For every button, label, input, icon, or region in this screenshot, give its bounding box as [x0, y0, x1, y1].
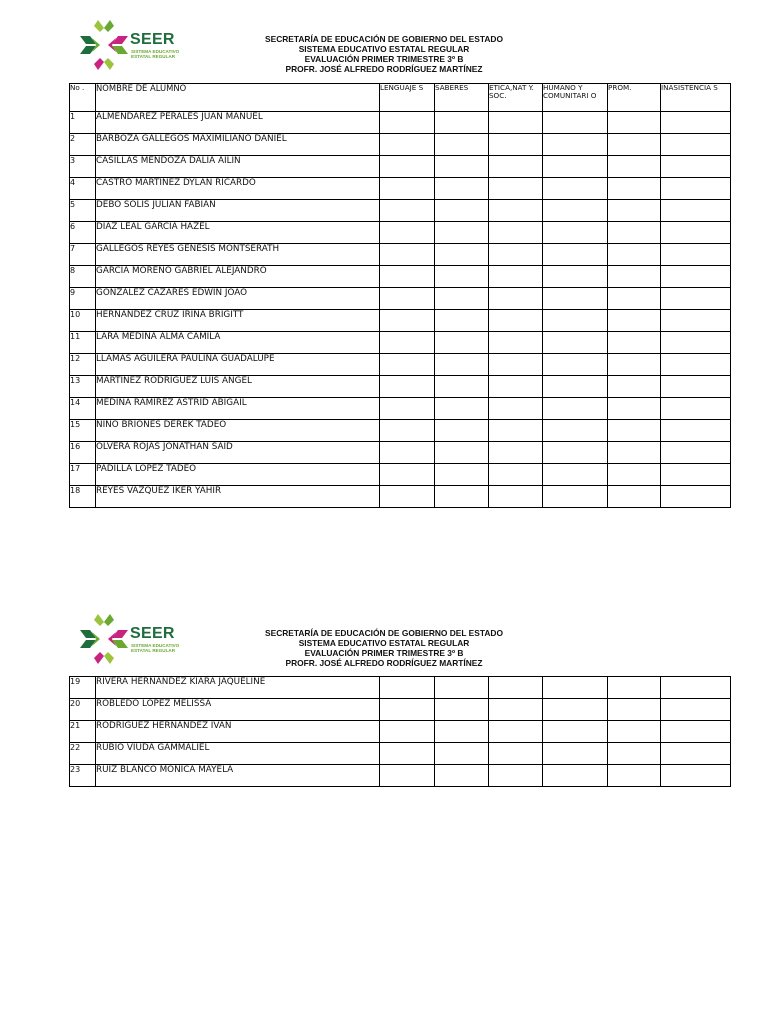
grade-cell-prom[interactable] — [608, 244, 661, 266]
student-number: 17 — [70, 464, 96, 486]
grade-cell-prom[interactable] — [608, 721, 661, 743]
grade-cell-humano[interactable] — [543, 677, 608, 699]
student-number: 11 — [70, 332, 96, 354]
grade-cell-inasistencias[interactable] — [661, 442, 731, 464]
student-name: CASILLAS MENDOZA DALIA AILIN — [96, 156, 380, 178]
grade-cell-saberes[interactable] — [435, 486, 489, 508]
student-number: 20 — [70, 699, 96, 721]
grade-cell-saberes[interactable] — [435, 288, 489, 310]
grade-cell-inasistencias[interactable] — [661, 200, 731, 222]
grade-cell-inasistencias[interactable] — [661, 398, 731, 420]
student-number: 15 — [70, 420, 96, 442]
grade-cell-etica[interactable] — [489, 721, 543, 743]
grade-cell-lenguajes[interactable] — [380, 332, 435, 354]
table-row — [70, 332, 731, 354]
grade-cell-humano[interactable] — [543, 354, 608, 376]
grade-cell-etica[interactable] — [489, 376, 543, 398]
student-number: 5 — [70, 200, 96, 222]
grade-cell-etica[interactable] — [489, 222, 543, 244]
grade-cell-prom[interactable] — [608, 442, 661, 464]
grade-cell-saberes[interactable] — [435, 134, 489, 156]
student-name: RUBIO VIUDA GAMMALIEL — [96, 743, 380, 765]
grade-cell-inasistencias[interactable] — [661, 486, 731, 508]
grade-cell-lenguajes[interactable] — [380, 266, 435, 288]
grade-cell-lenguajes[interactable] — [380, 244, 435, 266]
grade-cell-humano[interactable] — [543, 464, 608, 486]
grade-cell-etica[interactable] — [489, 765, 543, 787]
grade-cell-lenguajes[interactable] — [380, 200, 435, 222]
grade-cell-prom[interactable] — [608, 743, 661, 765]
grade-cell-saberes[interactable] — [435, 156, 489, 178]
grade-cell-inasistencias[interactable] — [661, 288, 731, 310]
grade-cell-lenguajes[interactable] — [380, 743, 435, 765]
grade-cell-inasistencias[interactable] — [661, 134, 731, 156]
grade-cell-saberes[interactable] — [435, 354, 489, 376]
grade-cell-saberes[interactable] — [435, 244, 489, 266]
table-row — [70, 376, 731, 398]
grade-cell-humano[interactable] — [543, 332, 608, 354]
grade-cell-humano[interactable] — [543, 244, 608, 266]
table-row — [70, 112, 731, 134]
grade-cell-etica[interactable] — [489, 464, 543, 486]
table-row — [70, 765, 731, 787]
seer-logo — [78, 18, 190, 72]
grade-cell-lenguajes[interactable] — [380, 699, 435, 721]
grade-cell-humano[interactable] — [543, 486, 608, 508]
grade-cell-humano[interactable] — [543, 112, 608, 134]
grade-cell-inasistencias[interactable] — [661, 112, 731, 134]
grade-cell-inasistencias[interactable] — [661, 699, 731, 721]
student-name: CASTRO MARTINEZ DYLAN RICARDO — [96, 178, 380, 200]
student-name: RODRIGUEZ HERNANDEZ IVAN — [96, 721, 380, 743]
grade-cell-prom[interactable] — [608, 677, 661, 699]
grade-cell-etica[interactable] — [489, 354, 543, 376]
logo-subtitle — [131, 49, 191, 60]
header-line-secretaria: SECRETARÍA DE EDUCACIÓN DE GOBIERNO DEL ESTADO — [265, 628, 503, 638]
table-row — [70, 420, 731, 442]
grade-cell-humano[interactable] — [543, 743, 608, 765]
table-row — [70, 288, 731, 310]
student-number: 9 — [70, 288, 96, 310]
grade-cell-humano[interactable] — [543, 376, 608, 398]
col-header-saberes: SABERES — [435, 84, 489, 112]
grade-cell-inasistencias[interactable] — [661, 677, 731, 699]
grade-cell-etica[interactable] — [489, 200, 543, 222]
grade-cell-saberes[interactable] — [435, 200, 489, 222]
logo-title: SEER — [130, 625, 175, 642]
grade-cell-inasistencias[interactable] — [661, 721, 731, 743]
grade-cell-inasistencias[interactable] — [661, 156, 731, 178]
student-name: HERNANDEZ CRUZ IRINA BRIGITT — [96, 310, 380, 332]
grade-cell-humano[interactable] — [543, 200, 608, 222]
student-name: LLAMAS AGUILERA PAULINA GUADALUPE — [96, 354, 380, 376]
student-name: PADILLA LOPEZ TADEO — [96, 464, 380, 486]
student-name: GALLEGOS REYES GENESIS MONTSERATH — [96, 244, 380, 266]
grade-cell-etica[interactable] — [489, 743, 543, 765]
grade-cell-lenguajes[interactable] — [380, 677, 435, 699]
header-line-evaluacion: EVALUACIÓN PRIMER TRIMESTRE 3º B — [304, 54, 464, 64]
table-row — [70, 743, 731, 765]
grade-cell-humano[interactable] — [543, 699, 608, 721]
grade-cell-prom[interactable] — [608, 266, 661, 288]
grade-cell-etica[interactable] — [489, 178, 543, 200]
table-row — [70, 266, 731, 288]
grade-cell-lenguajes[interactable] — [380, 112, 435, 134]
grade-cell-inasistencias[interactable] — [661, 222, 731, 244]
grade-cell-etica[interactable] — [489, 310, 543, 332]
grade-cell-saberes[interactable] — [435, 721, 489, 743]
grade-cell-prom[interactable] — [608, 178, 661, 200]
student-number: 2 — [70, 134, 96, 156]
grade-cell-lenguajes[interactable] — [380, 376, 435, 398]
col-header-prom: PROM. — [608, 84, 661, 112]
logo-subtitle-line1: SISTEMA EDUCATIVO — [131, 49, 180, 54]
student-name: REYES VAZQUEZ IKER YAHIR — [96, 486, 380, 508]
student-name: OLVERA ROJAS JONATHAN SAID — [96, 442, 380, 464]
grade-cell-prom[interactable] — [608, 156, 661, 178]
grade-cell-saberes[interactable] — [435, 677, 489, 699]
header-line-secretaria: SECRETARÍA DE EDUCACIÓN DE GOBIERNO DEL ESTADO — [265, 34, 503, 44]
grade-cell-prom[interactable] — [608, 200, 661, 222]
student-name: LARA MEDINA ALMA CAMILA — [96, 332, 380, 354]
logo-title: SEER — [130, 31, 175, 48]
grade-cell-etica[interactable] — [489, 699, 543, 721]
grade-cell-prom[interactable] — [608, 699, 661, 721]
grade-cell-etica[interactable] — [489, 420, 543, 442]
table-row — [70, 464, 731, 486]
table-row — [70, 310, 731, 332]
table-row — [70, 222, 731, 244]
logo-subtitle — [131, 643, 191, 654]
grade-cell-saberes[interactable] — [435, 266, 489, 288]
student-number: 14 — [70, 398, 96, 420]
grade-cell-humano[interactable] — [543, 765, 608, 787]
grade-cell-etica[interactable] — [489, 266, 543, 288]
student-number: 16 — [70, 442, 96, 464]
table-row — [70, 200, 731, 222]
table-row — [70, 244, 731, 266]
table-row — [70, 486, 731, 508]
grade-cell-lenguajes[interactable] — [380, 222, 435, 244]
grade-cell-etica[interactable] — [489, 442, 543, 464]
seer-logo — [78, 612, 190, 666]
grade-cell-humano[interactable] — [543, 222, 608, 244]
grade-cell-inasistencias[interactable] — [661, 266, 731, 288]
grades-table-2 — [69, 676, 731, 787]
student-number: 4 — [70, 178, 96, 200]
student-number: 22 — [70, 743, 96, 765]
table-body-2 — [70, 677, 731, 787]
grade-cell-inasistencias[interactable] — [661, 464, 731, 486]
grade-cell-saberes[interactable] — [435, 332, 489, 354]
grade-cell-prom[interactable] — [608, 398, 661, 420]
grade-cell-saberes[interactable] — [435, 222, 489, 244]
grade-cell-etica[interactable] — [489, 244, 543, 266]
grade-cell-etica[interactable] — [489, 398, 543, 420]
table-row — [70, 134, 731, 156]
grade-cell-etica[interactable] — [489, 134, 543, 156]
seer-emblem-icon — [78, 18, 130, 72]
grade-cell-lenguajes[interactable] — [380, 288, 435, 310]
student-name: BARBOZA GALLEGOS MAXIMILIANO DANIEL — [96, 134, 380, 156]
grade-cell-saberes[interactable] — [435, 112, 489, 134]
table-row — [70, 398, 731, 420]
grade-cell-inasistencias[interactable] — [661, 332, 731, 354]
col-header-lenguajes: LENGUAJE S — [380, 84, 435, 112]
grade-cell-inasistencias[interactable] — [661, 420, 731, 442]
col-header-humano: HUMANO Y COMUNITARI O — [543, 84, 608, 112]
grade-cell-lenguajes[interactable] — [380, 464, 435, 486]
header-line-profesor: PROFR. JOSÉ ALFREDO RODRÍGUEZ MARTÍNEZ — [285, 64, 483, 74]
grade-cell-prom[interactable] — [608, 354, 661, 376]
student-name: NIÑO BRIONES DEREK TADEO — [96, 420, 380, 442]
grade-cell-lenguajes[interactable] — [380, 721, 435, 743]
grade-cell-inasistencias[interactable] — [661, 310, 731, 332]
student-name: DIAZ LEAL GARCIA HAZEL — [96, 222, 380, 244]
grade-cell-lenguajes[interactable] — [380, 486, 435, 508]
table-row — [70, 354, 731, 376]
table-row — [70, 721, 731, 743]
header-line-evaluacion: EVALUACIÓN PRIMER TRIMESTRE 3º B — [304, 648, 464, 658]
grade-cell-saberes[interactable] — [435, 376, 489, 398]
grade-cell-lenguajes[interactable] — [380, 134, 435, 156]
grades-table-1 — [69, 83, 731, 508]
student-name: RIVERA HERNANDEZ KIARA JAQUELINE — [96, 677, 380, 699]
col-header-inasistencias: INASISTENCIA S — [661, 84, 731, 112]
grade-cell-etica[interactable] — [489, 332, 543, 354]
grade-cell-etica[interactable] — [489, 677, 543, 699]
grade-cell-lenguajes[interactable] — [380, 442, 435, 464]
grade-cell-prom[interactable] — [608, 112, 661, 134]
document-header — [230, 34, 538, 74]
table-body-1 — [70, 112, 731, 508]
grade-cell-saberes[interactable] — [435, 765, 489, 787]
grade-cell-prom[interactable] — [608, 486, 661, 508]
grade-cell-inasistencias[interactable] — [661, 376, 731, 398]
header-line-sistema: SISTEMA EDUCATIVO ESTATAL REGULAR — [298, 638, 470, 648]
grade-cell-lenguajes[interactable] — [380, 420, 435, 442]
student-number: 6 — [70, 222, 96, 244]
student-number: 10 — [70, 310, 96, 332]
grade-cell-saberes[interactable] — [435, 310, 489, 332]
grade-cell-humano[interactable] — [543, 178, 608, 200]
student-number: 23 — [70, 765, 96, 787]
student-number: 7 — [70, 244, 96, 266]
grade-cell-saberes[interactable] — [435, 442, 489, 464]
grade-cell-humano[interactable] — [543, 420, 608, 442]
table-row — [70, 156, 731, 178]
seer-emblem-icon — [78, 612, 130, 666]
grade-cell-humano[interactable] — [543, 288, 608, 310]
grade-cell-inasistencias[interactable] — [661, 765, 731, 787]
grade-cell-etica[interactable] — [489, 112, 543, 134]
grade-cell-saberes[interactable] — [435, 464, 489, 486]
student-name: MARTINEZ RODRIGUEZ LUIS ANGEL — [96, 376, 380, 398]
student-number: 13 — [70, 376, 96, 398]
student-name: GONZALEZ CAZARES EDWIN JOAO — [96, 288, 380, 310]
grade-cell-prom[interactable] — [608, 765, 661, 787]
table-row — [70, 442, 731, 464]
header-line-sistema: SISTEMA EDUCATIVO ESTATAL REGULAR — [298, 44, 470, 54]
logo-subtitle-line2: ESTATAL REGULAR — [131, 54, 176, 60]
grade-cell-inasistencias[interactable] — [661, 178, 731, 200]
grade-cell-prom[interactable] — [608, 134, 661, 156]
grade-cell-humano[interactable] — [543, 156, 608, 178]
grade-cell-humano[interactable] — [543, 721, 608, 743]
student-name: DEBO SOLIS JULIAN FABIAN — [96, 200, 380, 222]
grade-cell-prom[interactable] — [608, 464, 661, 486]
grade-cell-prom[interactable] — [608, 332, 661, 354]
grade-cell-humano[interactable] — [543, 398, 608, 420]
grade-cell-humano[interactable] — [543, 266, 608, 288]
table-header-row — [70, 84, 731, 112]
grade-cell-humano[interactable] — [543, 134, 608, 156]
grade-cell-lenguajes[interactable] — [380, 398, 435, 420]
student-number: 18 — [70, 486, 96, 508]
grade-cell-humano[interactable] — [543, 310, 608, 332]
grade-cell-inasistencias[interactable] — [661, 354, 731, 376]
grade-cell-prom[interactable] — [608, 310, 661, 332]
table-row — [70, 677, 731, 699]
col-header-no: No . — [70, 84, 96, 112]
logo-subtitle-line1: SISTEMA EDUCATIVO — [131, 643, 180, 648]
student-name: ALMENDAREZ PERALES JUAN MANUEL — [96, 112, 380, 134]
grade-cell-saberes[interactable] — [435, 420, 489, 442]
grade-cell-lenguajes[interactable] — [380, 765, 435, 787]
grade-cell-prom[interactable] — [608, 420, 661, 442]
col-header-nombre: NOMBRE DE ALUMNO — [96, 84, 380, 112]
grade-cell-humano[interactable] — [543, 442, 608, 464]
student-number: 1 — [70, 112, 96, 134]
grade-cell-etica[interactable] — [489, 156, 543, 178]
student-number: 12 — [70, 354, 96, 376]
grade-cell-saberes[interactable] — [435, 398, 489, 420]
table-row — [70, 178, 731, 200]
grade-cell-lenguajes[interactable] — [380, 310, 435, 332]
student-number: 19 — [70, 677, 96, 699]
grade-cell-prom[interactable] — [608, 376, 661, 398]
student-number: 8 — [70, 266, 96, 288]
header-line-profesor: PROFR. JOSÉ ALFREDO RODRÍGUEZ MARTÍNEZ — [285, 658, 483, 668]
table-row — [70, 699, 731, 721]
student-number: 3 — [70, 156, 96, 178]
grade-cell-inasistencias[interactable] — [661, 743, 731, 765]
grade-cell-saberes[interactable] — [435, 178, 489, 200]
grade-cell-lenguajes[interactable] — [380, 156, 435, 178]
grade-cell-inasistencias[interactable] — [661, 244, 731, 266]
grade-cell-saberes[interactable] — [435, 743, 489, 765]
grade-cell-prom[interactable] — [608, 222, 661, 244]
logo-subtitle-line2: ESTATAL REGULAR — [131, 648, 176, 654]
student-name: MEDINA RAMIREZ ASTRID ABIGAIL — [96, 398, 380, 420]
document-header — [230, 628, 538, 668]
grade-cell-prom[interactable] — [608, 288, 661, 310]
student-number: 21 — [70, 721, 96, 743]
grade-cell-lenguajes[interactable] — [380, 178, 435, 200]
grade-cell-etica[interactable] — [489, 288, 543, 310]
col-header-etica: ETICA,NAT Y. SOC. — [489, 84, 543, 112]
grade-cell-etica[interactable] — [489, 486, 543, 508]
grade-cell-lenguajes[interactable] — [380, 354, 435, 376]
student-name: GARCIA MORENO GABRIEL ALEJANDRO — [96, 266, 380, 288]
student-name: RUIZ BLANCO MONICA MAYELA — [96, 765, 380, 787]
grade-cell-saberes[interactable] — [435, 699, 489, 721]
student-name: ROBLEDO LOPEZ MELISSA — [96, 699, 380, 721]
